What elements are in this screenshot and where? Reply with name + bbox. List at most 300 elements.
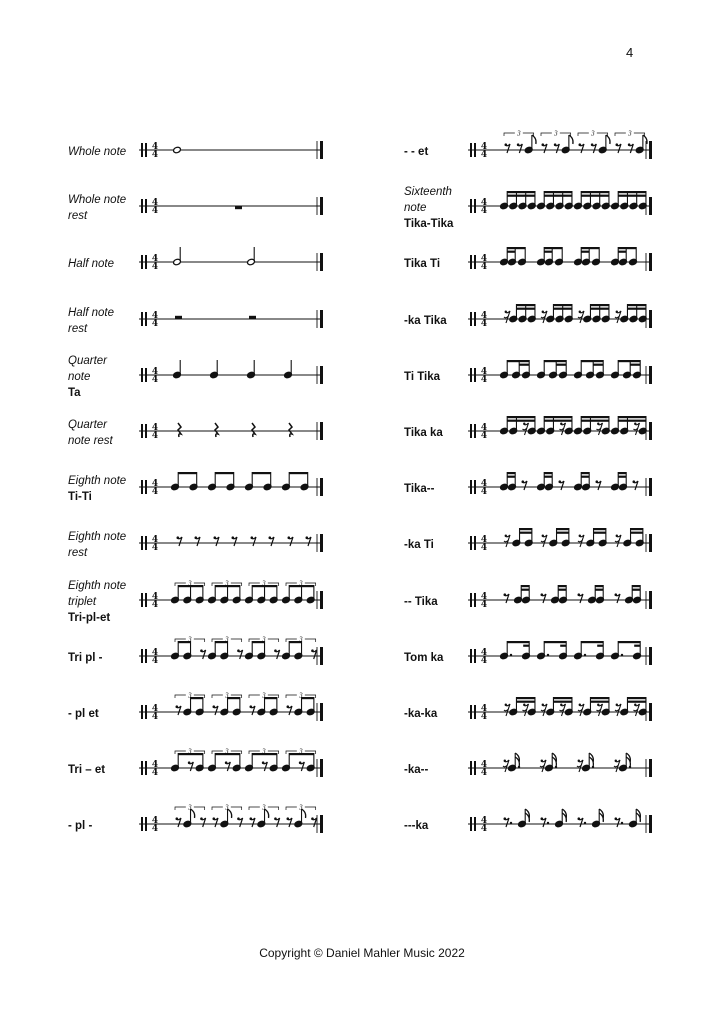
final-barline [320,703,323,721]
time-signature: 4 [151,198,159,209]
final-barline [649,141,652,159]
quarter-rest [215,423,218,437]
label-line: rest [68,547,88,560]
percussion-clef [141,649,143,663]
tuplet-number: 3 [225,635,229,644]
label-left-10 [68,650,103,666]
augmentation-dot [555,766,557,768]
sixteenth-rest [541,535,547,547]
tuplet-number: 3 [188,635,192,644]
note-beam [544,360,566,362]
label-line: ---ka [404,820,429,833]
label-left-12 [68,762,105,778]
label-left-6 [68,417,113,449]
sixteenth-rest [540,760,546,772]
note-beam [634,644,640,646]
sixteenth-rest [578,704,584,716]
label-line: -ka-ka [404,708,438,720]
note-beam [590,307,599,309]
sixteenth-rest [634,704,640,716]
rhythm-staff-right-6 [466,411,654,443]
sixteenth-rest [578,311,584,323]
note-beam [581,641,603,643]
note-beam [191,697,203,699]
percussion-clef [141,199,143,213]
note-beam [618,472,626,474]
tuplet-number: 3 [299,804,303,812]
note-beam [544,641,566,643]
label-left-13 [68,818,92,834]
quarter-rest [178,423,181,437]
percussion-clef [470,368,472,382]
note-beam [516,307,525,309]
note-beam [516,195,525,197]
time-signature: 4 [480,310,488,321]
note-beam [637,195,646,197]
final-barline [320,310,323,328]
note-beam [627,701,646,703]
note-beam [557,528,569,530]
tuplet-number: 3 [628,130,632,138]
note-beam [544,191,572,193]
time-signature: 4 [151,712,159,722]
sixteenth-rest [597,423,603,435]
tuplet-number: 3 [188,692,192,700]
percussion-clef [141,761,143,775]
final-barline [649,534,652,552]
half-rest [175,315,182,318]
sixteenth-rest [614,760,620,772]
note-beam [544,476,552,478]
note-beam [553,304,572,306]
time-signature: 4 [480,318,488,329]
note-beam [553,420,572,422]
time-signature: 4 [480,816,488,827]
time-signature: 4 [151,760,159,771]
note-beam [526,195,535,197]
time-signature: 4 [151,310,159,321]
label-line: Quarter [68,419,107,431]
note-beam [618,247,636,249]
sixteenth-rest [523,423,529,435]
copyright-footer: Copyright © Daniel Mahler Music 2022 [259,946,465,960]
time-signature: 4 [151,487,159,498]
tuplet-number: 3 [225,692,229,700]
label-line: Tom ka [404,651,444,664]
note-beam [544,416,572,418]
percussion-clef [470,424,472,438]
tuplet-number: 3 [299,692,303,700]
augmentation-dot [510,654,512,656]
percussion-clef [141,368,143,382]
percussion-clef [470,649,472,663]
note-beam [627,195,636,197]
percussion-clef [141,255,143,269]
time-signature: 4 [480,824,488,835]
percussion-clef [141,593,143,607]
note-beam [618,476,626,478]
percussion-clef [141,424,143,438]
note-beam [581,191,609,193]
time-signature: 4 [151,599,159,610]
rhythm-staff-right-3 [466,242,654,274]
note-beam [618,191,646,193]
note-beam [627,307,636,309]
label-left-8 [68,529,126,561]
note-beam [581,420,590,422]
final-barline [649,703,652,721]
time-signature: 4 [480,704,488,714]
final-barline [320,534,323,552]
percussion-clef [470,536,472,550]
time-signature: 4 [480,768,488,779]
label-line: Whole note [68,146,127,158]
augmentation-dot [510,822,512,824]
time-signature: 4 [480,647,488,658]
time-signature: 4 [480,543,488,554]
time-signature: 4 [151,318,159,329]
note-beam [289,472,308,474]
tuplet-number: 3 [225,804,229,812]
sixteenth-rest [523,704,529,716]
final-barline [320,815,323,833]
label-line: Tri-pl-et [68,611,111,624]
quarter-rest [252,423,255,437]
note-beam [590,701,609,703]
tuplet-number: 3 [299,579,303,588]
label-left-7 [68,473,126,505]
label-right-8 [404,537,434,553]
note-beam [590,195,599,197]
label-right-7 [404,481,434,497]
sixteenth-rest [578,535,584,547]
rhythm-staff-right-5 [466,355,654,387]
augmentation-dot [584,654,586,656]
rhythm-staff-left-4 [137,299,325,331]
time-signature: 4 [151,254,159,265]
sixteenth-rest [504,535,510,547]
label-line: triplet [68,595,97,608]
rhythm-staff-left-1 [137,130,325,162]
note-beam [600,195,609,197]
note-beam [553,701,572,703]
note-beam [519,363,529,365]
time-signature: 4 [480,535,488,546]
rhythm-staff-left-12 [137,748,325,780]
note-beam [507,420,516,422]
note-beam [553,697,572,699]
augmentation-dot [584,822,586,824]
label-line: rest [68,210,88,223]
note-beam [544,420,553,422]
label-line: Tika-- [404,483,435,496]
rhythm-staff-right-4 [466,299,654,331]
label-right-9 [404,594,438,610]
note-beam [516,420,535,422]
label-left-1 [68,144,126,160]
label-line: note [68,370,91,383]
label-line: Tika ka [404,427,443,439]
rhythm-staff-right-10 [466,636,654,668]
label-left-11 [68,706,99,722]
time-signature: 4 [151,704,159,714]
note-beam [590,304,609,306]
percussion-clef [141,817,143,831]
percussion-clef [141,312,143,326]
label-line: note [404,202,427,215]
percussion-clef [141,143,143,157]
percussion-clef [141,536,143,550]
note-flag [532,135,536,144]
final-barline [320,647,323,665]
label-line: - pl et [68,708,99,720]
final-barline [320,366,323,384]
rhythm-staff-right-12 [466,748,654,780]
label-line: Ta [68,386,81,399]
final-barline [649,422,652,440]
note-beam [265,697,277,699]
tuplet-number: 3 [225,579,229,588]
tuplet-number: 3 [262,692,266,700]
rhythm-staff-right-8 [466,523,654,555]
label-line: -ka-- [404,764,429,777]
note-beam [544,472,552,474]
percussion-clef [470,761,472,775]
augmentation-dot [547,654,549,656]
label-line: Half note [68,258,115,271]
label-line: Quarter [68,354,107,367]
note-beam [521,585,529,587]
rhythm-staff-right-9 [466,580,654,612]
rhythm-staff-left-10 [137,636,325,668]
note-beam [581,416,609,418]
note-beam [600,307,609,309]
time-signature: 4 [480,374,488,385]
note-beam [618,416,646,418]
time-signature: 4 [480,423,488,433]
rhythm-staff-left-3 [137,242,325,274]
label-line: - pl - [68,820,93,833]
note-beam [507,251,515,253]
time-signature: 4 [480,479,488,490]
final-barline [320,478,323,496]
sixteenth-rest [615,704,621,716]
rhythm-staff-left-7 [137,467,325,499]
note-beam [558,585,566,587]
label-line: Eighth note [68,475,127,488]
sixteenth-rest [634,423,640,435]
time-signature: 4 [480,142,488,152]
tuplet-number: 3 [262,804,266,812]
note-beam [507,641,529,643]
tuplet-number: 3 [262,748,266,756]
note-beam [516,304,535,306]
note-beam [594,528,606,530]
time-signature: 4 [151,535,159,546]
time-signature: 4 [151,655,159,666]
label-right-13 [404,818,428,834]
label-line: Tika Ti [404,258,441,271]
rhythm-staff-right-1 [466,130,654,162]
note-beam [302,697,314,699]
final-barline [320,759,323,777]
time-signature: 4 [480,431,488,441]
label-line: Tika-Tika [404,218,454,231]
note-beam [581,195,590,197]
note-beam [581,360,603,362]
note-beam [516,701,535,703]
note-beam [252,472,271,474]
percussion-clef [470,480,472,494]
label-left-2 [68,192,126,224]
note-beam [544,195,553,197]
note-beam [618,420,627,422]
note-beam [631,532,643,534]
tuplet-number: 3 [591,130,595,138]
label-right-11 [404,706,437,722]
rhythm-staff-right-11 [466,692,654,724]
note-beam [627,697,646,699]
tuplet-number: 3 [299,635,303,644]
time-signature: 4 [151,591,159,602]
time-signature: 4 [151,366,159,377]
final-barline [320,253,323,271]
time-signature: 4 [151,768,159,779]
label-right-12 [404,762,428,778]
final-barline [649,647,652,665]
note-beam [507,476,515,478]
note-beam [553,307,562,309]
final-barline [320,197,323,215]
rhythm-staff-left-5 [137,355,325,387]
label-line: -ka Ti [404,539,434,552]
note-beam [553,195,562,197]
label-line: -- Tika [404,595,438,608]
label-right-3 [404,256,440,272]
label-line: Whole note [68,194,127,207]
note-beam [507,360,529,362]
half-rest [249,315,256,318]
final-barline [320,141,323,159]
augmentation-dot [621,654,623,656]
sixteenth-rest [597,704,603,716]
label-left-9 [68,578,126,626]
time-signature: 4 [151,647,159,658]
sixteenth-rest [504,704,510,716]
time-signature: 4 [151,824,159,835]
sixteenth-rest [615,535,621,547]
time-signature: 4 [151,543,159,554]
time-signature: 4 [480,760,488,771]
time-signature: 4 [151,206,159,217]
percussion-clef [470,593,472,607]
time-signature: 4 [480,150,488,160]
rhythm-staff-left-13 [137,804,325,836]
note-beam [581,476,589,478]
note-beam [618,195,627,197]
note-beam [558,588,566,590]
note-beam [507,195,516,197]
note-beam [215,472,234,474]
percussion-clef [470,312,472,326]
time-signature: 4 [151,423,159,433]
label-line: note rest [68,435,113,447]
label-right-5 [404,369,440,385]
note-beam [593,363,603,365]
final-barline [649,815,652,833]
label-left-4 [68,305,114,337]
note-beam [563,307,572,309]
note-beam [597,644,603,646]
percussion-clef [141,480,143,494]
label-right-4 [404,313,447,329]
label-right-10 [404,650,443,666]
label-right-1 [404,144,428,160]
note-beam [595,588,603,590]
sixteenth-rest [560,423,566,435]
note-beam [581,251,589,253]
note-beam [637,307,646,309]
note-beam [632,588,640,590]
label-line: Eighth note [68,579,127,592]
time-signature: 4 [151,150,159,160]
rhythm-staff-left-11 [137,692,325,724]
time-signature: 4 [480,655,488,666]
final-barline [649,310,652,328]
note-beam [521,588,529,590]
tuplet-number: 3 [517,130,521,138]
label-line: rest [68,322,88,335]
time-signature: 4 [480,487,488,498]
tuplet-number: 3 [262,635,266,644]
note-beam [618,641,640,643]
label-right-6 [404,425,443,441]
label-line: Half note [68,306,115,319]
rhythm-staff-left-8 [137,523,325,555]
note-beam [560,644,566,646]
augmentation-dot [621,822,623,824]
tuplet-number: 3 [554,130,558,138]
note-beam [556,363,566,365]
note-beam [581,247,599,249]
final-barline [649,478,652,496]
note-beam [544,247,562,249]
time-signature: 4 [151,816,159,827]
note-flag [569,135,573,144]
note-beam [544,251,552,253]
label-line: Sixteenth [404,186,452,199]
note-beam [507,472,515,474]
time-signature: 4 [151,431,159,441]
label-line: Tri – et [68,764,106,777]
note-beam [630,363,640,365]
time-signature: 4 [151,142,159,152]
augmentation-dot [518,766,520,768]
note-beam [618,251,626,253]
label-right-2 [404,184,453,232]
rhythm-staff-left-2 [137,186,325,218]
note-flag [606,135,610,144]
note-beam [563,195,572,197]
tuplet-number: 3 [262,579,266,588]
percussion-clef [470,143,472,157]
time-signature: 4 [480,591,488,602]
sixteenth-rest [541,311,547,323]
time-signature: 4 [480,198,488,209]
note-beam [507,247,525,249]
tuplet-number: 3 [225,748,229,756]
label-left-3 [68,256,114,272]
